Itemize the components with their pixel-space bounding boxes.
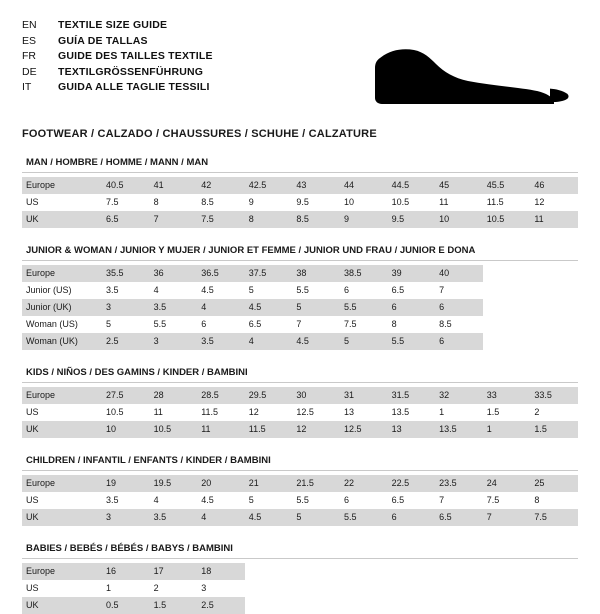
row-label: UK bbox=[22, 421, 102, 438]
size-cell: 21.5 bbox=[292, 475, 340, 492]
size-cell bbox=[245, 580, 293, 597]
size-cell: 28 bbox=[150, 387, 198, 404]
size-cell: 10 bbox=[102, 421, 150, 438]
size-cell: 3 bbox=[102, 509, 150, 526]
size-cell: 11.5 bbox=[245, 421, 293, 438]
divider bbox=[22, 260, 578, 261]
size-cell: 4 bbox=[245, 333, 293, 350]
size-blocks-container bbox=[22, 156, 578, 614]
size-block-heading: JUNIOR & WOMAN / JUNIOR Y MUJER / JUNIOR ET FEMME / JUNIOR UND FRAU / JUNIOR E DONA bbox=[22, 244, 578, 260]
size-cell: 4 bbox=[153, 285, 159, 295]
size-cell: 9 bbox=[248, 197, 254, 207]
size-cell bbox=[292, 563, 340, 580]
size-cell: 8.5 bbox=[292, 211, 340, 228]
size-cell: 8.5 bbox=[439, 319, 452, 329]
size-cell: 7.5 bbox=[343, 319, 357, 329]
size-cell: 10.5 bbox=[150, 421, 198, 438]
size-cell: 45.5 bbox=[483, 177, 531, 194]
size-cell: 5 bbox=[292, 299, 340, 316]
size-cell: 31.5 bbox=[388, 387, 436, 404]
size-cell: 2.5 bbox=[197, 597, 245, 614]
language-code: FR bbox=[22, 50, 36, 62]
size-cell: 4 bbox=[197, 299, 245, 316]
size-cell bbox=[435, 580, 483, 597]
size-cell: 13.5 bbox=[391, 407, 410, 417]
size-cell bbox=[483, 282, 531, 299]
size-cell: 7 bbox=[150, 211, 198, 228]
divider bbox=[22, 172, 578, 173]
size-table bbox=[22, 265, 578, 350]
size-block-heading: BABIES / BEBÉS / BÉBÉS / BABYS / BAMBINI bbox=[22, 542, 578, 558]
divider bbox=[22, 382, 578, 383]
size-cell: 3.5 bbox=[106, 495, 119, 505]
row-label: Europe bbox=[22, 563, 102, 580]
footwear-category-title: FOOTWEAR / CALZADO / CHAUSSURES / SCHUHE / CALZATURE bbox=[22, 128, 377, 140]
language-row bbox=[22, 49, 213, 65]
size-cell: 13 bbox=[343, 407, 354, 417]
size-cell: 3.5 bbox=[197, 333, 245, 350]
size-cell: 40 bbox=[435, 265, 483, 282]
row-label: Junior (UK) bbox=[22, 299, 102, 316]
size-cell: 9.5 bbox=[388, 211, 436, 228]
size-cell: 12 bbox=[292, 421, 340, 438]
size-cell: 8 bbox=[153, 197, 159, 207]
size-cell: 25 bbox=[530, 475, 578, 492]
size-cell bbox=[530, 580, 578, 597]
size-cell: 7.5 bbox=[530, 509, 578, 526]
size-cell: 10.5 bbox=[106, 407, 124, 417]
size-cell: 12.5 bbox=[340, 421, 388, 438]
table-row bbox=[22, 265, 578, 282]
size-cell: 11 bbox=[153, 407, 163, 417]
size-block-heading: CHILDREN / INFANTIL / ENFANTS / KINDER / BAMBINI bbox=[22, 454, 578, 470]
size-cell: 7.5 bbox=[106, 197, 119, 207]
size-cell: 1 bbox=[106, 583, 112, 593]
size-cell: 4 bbox=[153, 495, 159, 505]
size-cell: 5.5 bbox=[340, 299, 388, 316]
size-cell: 8 bbox=[245, 211, 293, 228]
size-cell bbox=[483, 333, 531, 350]
size-cell: 42 bbox=[197, 177, 245, 194]
size-cell: 4.5 bbox=[245, 299, 293, 316]
size-cell: 11 bbox=[530, 211, 578, 228]
size-cell: 7 bbox=[439, 495, 445, 505]
size-cell: 11 bbox=[439, 197, 449, 207]
size-cell bbox=[483, 563, 531, 580]
size-cell: 5 bbox=[248, 495, 254, 505]
table-row bbox=[22, 316, 578, 333]
table-row bbox=[22, 475, 578, 492]
size-cell: 3.5 bbox=[150, 299, 198, 316]
table-row bbox=[22, 333, 578, 350]
size-cell: 16 bbox=[102, 563, 150, 580]
size-cell: 6.5 bbox=[102, 211, 150, 228]
size-cell: 10 bbox=[435, 211, 483, 228]
size-cell: 13.5 bbox=[435, 421, 483, 438]
size-cell: 23.5 bbox=[435, 475, 483, 492]
size-cell: 11.5 bbox=[486, 197, 504, 207]
row-label: UK bbox=[22, 597, 102, 614]
size-cell: 6 bbox=[343, 495, 349, 505]
dress-shoe-silhouette-icon bbox=[372, 42, 572, 106]
size-cell: 8 bbox=[534, 495, 540, 505]
size-cell bbox=[530, 265, 578, 282]
size-cell: 6 bbox=[201, 319, 207, 329]
size-cell: 10.5 bbox=[483, 211, 531, 228]
size-cell: 10.5 bbox=[391, 197, 410, 207]
row-label: Junior (US) bbox=[26, 285, 72, 295]
size-cell: 6 bbox=[435, 333, 483, 350]
size-table-body bbox=[22, 387, 578, 438]
size-cell: 44.5 bbox=[388, 177, 436, 194]
table-row bbox=[22, 387, 578, 404]
size-cell: 7.5 bbox=[197, 211, 245, 228]
table-row bbox=[22, 299, 578, 316]
language-code: EN bbox=[22, 19, 37, 31]
size-cell: 1 bbox=[439, 407, 445, 417]
size-block-babies bbox=[22, 542, 578, 614]
size-cell: 6 bbox=[435, 299, 483, 316]
size-cell bbox=[435, 563, 483, 580]
language-code: ES bbox=[22, 34, 37, 47]
size-cell bbox=[388, 563, 436, 580]
size-cell: 38.5 bbox=[340, 265, 388, 282]
row-label: Woman (UK) bbox=[22, 333, 102, 350]
size-cell: 33.5 bbox=[530, 387, 578, 404]
language-title: TEXTILE SIZE GUIDE bbox=[58, 19, 168, 31]
size-cell: 11 bbox=[197, 421, 245, 438]
size-cell: 45 bbox=[435, 177, 483, 194]
size-cell: 22 bbox=[340, 475, 388, 492]
language-code: IT bbox=[22, 81, 32, 93]
size-cell: 41 bbox=[150, 177, 198, 194]
table-row bbox=[22, 177, 578, 194]
size-table-body bbox=[22, 475, 578, 526]
row-label: US bbox=[26, 495, 39, 505]
language-titles bbox=[22, 18, 213, 96]
size-cell: 3.5 bbox=[150, 509, 198, 526]
table-row bbox=[22, 404, 578, 421]
language-title: GUÍA DE TALLAS bbox=[58, 34, 148, 47]
size-cell: 3 bbox=[150, 333, 198, 350]
size-cell bbox=[340, 580, 388, 597]
size-cell: 40.5 bbox=[102, 177, 150, 194]
size-cell: 6.5 bbox=[391, 285, 405, 295]
language-title: GUIDE DES TAILLES TEXTILE bbox=[58, 50, 213, 62]
size-cell: 7 bbox=[483, 509, 531, 526]
size-cell: 7 bbox=[296, 319, 302, 329]
size-cell: 6 bbox=[388, 509, 436, 526]
row-label: US bbox=[26, 197, 39, 207]
size-cell: 6.5 bbox=[248, 319, 262, 329]
size-cell: 44 bbox=[340, 177, 388, 194]
size-cell: 32 bbox=[435, 387, 483, 404]
size-cell: 30 bbox=[292, 387, 340, 404]
size-cell: 5.5 bbox=[296, 285, 309, 295]
size-cell: 4.5 bbox=[245, 509, 293, 526]
size-cell: 3 bbox=[201, 583, 207, 593]
size-cell: 2 bbox=[153, 583, 159, 593]
size-cell: 7.5 bbox=[486, 495, 500, 505]
size-cell: 3 bbox=[102, 299, 150, 316]
language-code: DE bbox=[22, 65, 37, 78]
size-block-kids bbox=[22, 366, 578, 438]
size-cell: 19.5 bbox=[150, 475, 198, 492]
size-cell: 8.5 bbox=[201, 197, 214, 207]
language-title: GUIDA ALLE TAGLIE TESSILI bbox=[58, 81, 210, 93]
language-title: TEXTILGRÖSSENFÜHRUNG bbox=[58, 65, 204, 78]
row-label: UK bbox=[22, 211, 102, 228]
size-cell: 9 bbox=[340, 211, 388, 228]
table-row bbox=[22, 492, 578, 509]
size-cell: 12 bbox=[248, 407, 259, 417]
size-cell bbox=[530, 333, 578, 350]
size-cell: 1 bbox=[483, 421, 531, 438]
size-cell: 1.5 bbox=[530, 421, 578, 438]
table-row bbox=[22, 509, 578, 526]
size-block-heading: KIDS / NIÑOS / DES GAMINS / KINDER / BAMBINI bbox=[22, 366, 578, 382]
size-block-heading: MAN / HOMBRE / HOMME / MANN / MAN bbox=[22, 156, 578, 172]
row-label: US bbox=[26, 583, 39, 593]
size-cell: 4.5 bbox=[292, 333, 340, 350]
language-row bbox=[22, 65, 213, 81]
size-cell: 17 bbox=[150, 563, 198, 580]
table-row bbox=[22, 563, 578, 580]
row-label: US bbox=[26, 407, 39, 417]
size-cell: 4 bbox=[197, 509, 245, 526]
size-cell: 43 bbox=[292, 177, 340, 194]
size-cell: 9.5 bbox=[296, 197, 309, 207]
table-row bbox=[22, 211, 578, 228]
size-cell: 24 bbox=[483, 475, 531, 492]
size-cell bbox=[530, 316, 578, 333]
size-cell: 35.5 bbox=[102, 265, 150, 282]
size-cell: 6 bbox=[343, 285, 349, 295]
table-row bbox=[22, 580, 578, 597]
size-cell bbox=[483, 580, 531, 597]
size-table bbox=[22, 475, 578, 526]
row-label: UK bbox=[22, 509, 102, 526]
row-label: Europe bbox=[22, 387, 102, 404]
size-cell: 5 bbox=[292, 509, 340, 526]
size-cell: 36 bbox=[150, 265, 198, 282]
size-cell: 20 bbox=[197, 475, 245, 492]
divider bbox=[22, 470, 578, 471]
size-cell: 46 bbox=[530, 177, 578, 194]
language-row bbox=[22, 34, 213, 50]
divider bbox=[22, 558, 578, 559]
size-cell: 12 bbox=[534, 197, 545, 207]
size-cell: 39 bbox=[388, 265, 436, 282]
size-cell: 36.5 bbox=[197, 265, 245, 282]
size-cell: 5.5 bbox=[296, 495, 309, 505]
size-table-body bbox=[22, 265, 578, 350]
size-cell: 19 bbox=[102, 475, 150, 492]
size-table bbox=[22, 563, 578, 614]
size-table bbox=[22, 177, 578, 228]
row-label: Europe bbox=[22, 177, 102, 194]
size-cell: 13 bbox=[388, 421, 436, 438]
row-label: Europe bbox=[22, 475, 102, 492]
size-cell bbox=[483, 299, 531, 316]
table-row bbox=[22, 282, 578, 299]
header bbox=[22, 18, 578, 114]
table-row bbox=[22, 421, 578, 438]
size-cell bbox=[530, 299, 578, 316]
size-cell bbox=[292, 580, 340, 597]
size-cell bbox=[483, 265, 531, 282]
size-cell: 8 bbox=[391, 319, 397, 329]
language-row bbox=[22, 80, 213, 96]
language-row bbox=[22, 18, 213, 34]
size-cell bbox=[340, 563, 388, 580]
size-cell bbox=[245, 563, 293, 580]
size-cell: 37.5 bbox=[245, 265, 293, 282]
size-cell: 5 bbox=[106, 319, 112, 329]
size-cell: 6.5 bbox=[391, 495, 405, 505]
size-cell bbox=[530, 563, 578, 580]
size-cell: 6.5 bbox=[435, 509, 483, 526]
size-cell: 4.5 bbox=[201, 495, 214, 505]
size-cell: 18 bbox=[197, 563, 245, 580]
size-cell: 5.5 bbox=[153, 319, 167, 329]
size-cell: 31 bbox=[340, 387, 388, 404]
size-cell: 6 bbox=[388, 299, 436, 316]
size-cell: 2.5 bbox=[102, 333, 150, 350]
size-cell: 28.5 bbox=[197, 387, 245, 404]
size-cell: 2 bbox=[534, 407, 540, 417]
size-cell: 1.5 bbox=[486, 407, 500, 417]
size-cell: 12.5 bbox=[296, 407, 314, 417]
size-cell: 0.5 bbox=[102, 597, 150, 614]
size-cell: 5.5 bbox=[340, 509, 388, 526]
size-cell: 38 bbox=[292, 265, 340, 282]
size-cell: 1.5 bbox=[150, 597, 198, 614]
size-cell: 11.5 bbox=[201, 407, 219, 417]
table-row bbox=[22, 194, 578, 211]
size-cell: 5 bbox=[248, 285, 254, 295]
size-cell: 5.5 bbox=[388, 333, 436, 350]
size-block-children bbox=[22, 454, 578, 526]
size-cell: 4.5 bbox=[201, 285, 214, 295]
size-cell: 22.5 bbox=[388, 475, 436, 492]
size-cell: 21 bbox=[245, 475, 293, 492]
size-cell bbox=[483, 316, 531, 333]
size-cell bbox=[388, 580, 436, 597]
size-cell: 10 bbox=[343, 197, 354, 207]
size-block-junior-woman bbox=[22, 244, 578, 350]
size-cell: 29.5 bbox=[245, 387, 293, 404]
size-cell: 5 bbox=[340, 333, 388, 350]
size-cell: 33 bbox=[483, 387, 531, 404]
size-table-body bbox=[22, 563, 578, 614]
size-block-man bbox=[22, 156, 578, 228]
size-cell bbox=[530, 282, 578, 299]
size-cell: 27.5 bbox=[102, 387, 150, 404]
size-cell: 3.5 bbox=[106, 285, 119, 295]
language-titles-body bbox=[22, 18, 213, 96]
size-cell: 42.5 bbox=[245, 177, 293, 194]
size-table bbox=[22, 387, 578, 438]
size-cell: 7 bbox=[439, 285, 445, 295]
size-table-body bbox=[22, 177, 578, 228]
row-label: Woman (US) bbox=[26, 319, 78, 329]
row-label: Europe bbox=[22, 265, 102, 282]
